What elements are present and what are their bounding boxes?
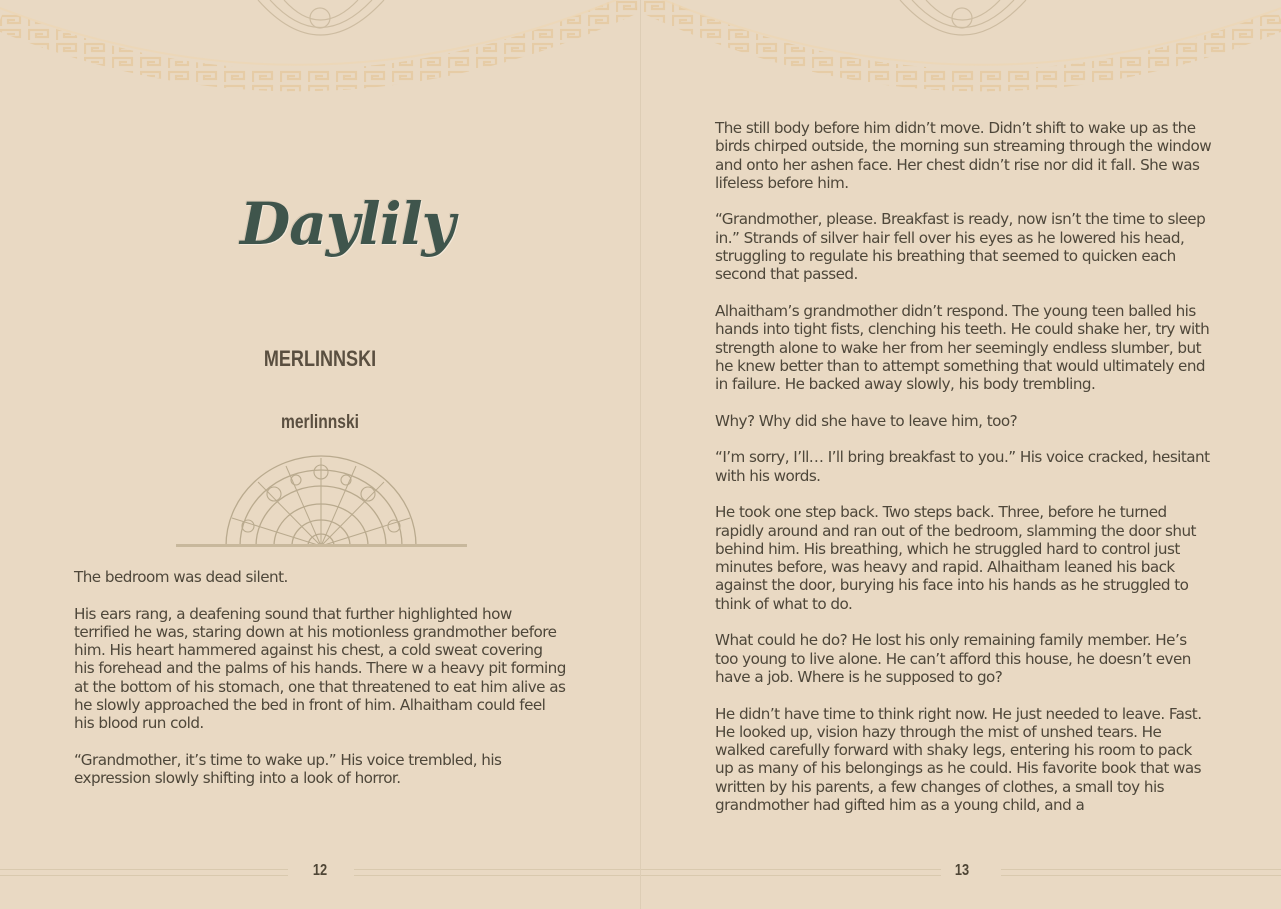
- paragraph: He didn’t have time to think right now. He just needed to leave. Fast. He looked up, vision hazy through the mist of unshed tears. He walked carefully forward with shaky legs, entering his room to pack up as many of his belongings as he could. His favorite book that was written by his parents, a few changes of clothes, a small toy his grandmother had gifted him as a young child, and a: [715, 704, 1202, 814]
- paragraph: He took one step back. Two steps back. Three, before he turned rapidly around and ran out of the bedroom, slamming the door shut behind him. His breathing, which he struggled hard to control just minutes before, was heavy and rapid. Alhaitham leaned his back against the door, burying his face into his hands as he struggled to think of what to do.: [715, 503, 1196, 613]
- footer-rule: [354, 869, 640, 876]
- paragraph: His ears rang, a deafening sound that further highlighted how terrified he was, staring down at his motionless grandmother before him. His heart hammered against his chest, a cold sweat covering his forehead and the palms of his hands. There w a heavy pit forming at the bottom of his stomach, one that threatened to eat him alive as he slowly approached the bed in front of him. Alhaitham could feel his blood run cold.: [74, 604, 566, 733]
- paragraph: Alhaitham’s grandmother didn’t respond. The young teen balled his hands into tight fists, clenching his teeth. He could shake her, try with strength alone to wake her from her seemingly endless slumber, but he knew better than to attempt something that would ultimately end in failure. He backed away slowly, his body trembling.: [715, 301, 1210, 394]
- paragraph: “Grandmother, it’s time to wake up.” His voice trembled, his expression slowly shifting into a look of horror.: [74, 750, 502, 788]
- right-page-body: [715, 119, 1213, 833]
- page-number-right: 13: [954, 862, 970, 879]
- page-number-left: 12: [312, 862, 328, 879]
- footer-rule: [0, 869, 288, 876]
- paragraph: What could he do? He lost his only remaining family member. He’s too young to live alone. He can’t afford this house, he doesn’t even have a job. Where is he supposed to go?: [715, 631, 1191, 686]
- right-page: [641, 0, 1281, 909]
- paragraph: The still body before him didn’t move. Didn’t shift to wake up as the birds chirped outside, the morning sun streaming through the window and onto her ashen face. Her chest didn’t rise nor did it fall. She was lifeless before him.: [715, 119, 1212, 192]
- half-mandala-ornament: [222, 452, 420, 548]
- footer-rule: [1001, 869, 1281, 876]
- title-divider-rule: [176, 544, 467, 547]
- left-page: [0, 0, 640, 909]
- paragraph: The bedroom was dead silent.: [74, 568, 288, 586]
- book-title: Daylily: [240, 190, 455, 258]
- author-handle: merlinnski: [281, 412, 359, 433]
- paragraph: “I’m sorry, I’ll… I’ll bring breakfast to you.” His voice cracked, hesitant with his words.: [715, 448, 1210, 485]
- footer-rule: [641, 869, 941, 876]
- author-name: MERLINNSKI: [263, 346, 377, 371]
- paragraph: Why? Why did she have to leave him, too?: [715, 411, 1018, 430]
- left-page-body: [74, 568, 566, 806]
- paragraph: “Grandmother, please. Breakfast is ready, now isn’t the time to sleep in.” Strands of silver hair fell over his eyes as he lowered his head, struggling to regulate his breathing that seemed to quicken each second that passed.: [715, 210, 1206, 284]
- left-page-footer: [0, 862, 640, 882]
- right-page-footer: [641, 862, 1281, 882]
